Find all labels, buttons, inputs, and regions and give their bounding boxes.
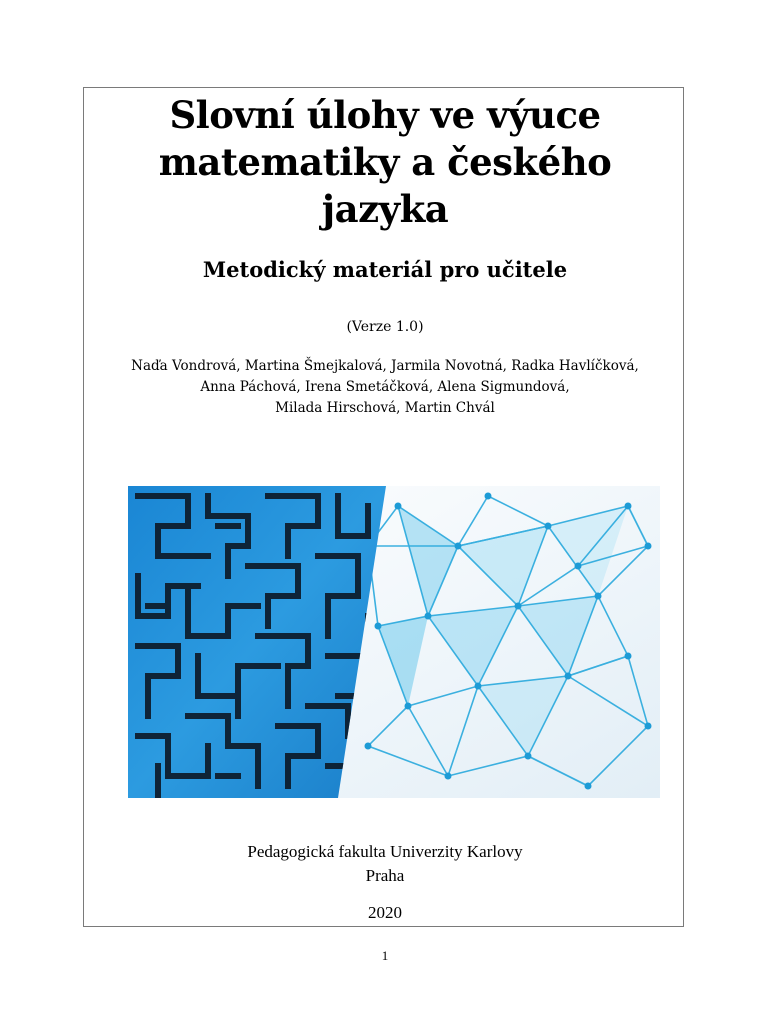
maze-and-network-image — [128, 486, 660, 798]
title-line: jazyka — [321, 187, 449, 231]
author-line: Naďa Vondrová, Martina Šmejkalová, Jarmila Novotná, Radka Havlíčková, — [131, 358, 639, 374]
author-line: Milada Hirschová, Martin Chvál — [275, 400, 495, 416]
page-number: 1 — [381, 948, 389, 963]
title-line: Slovní úlohy ve výuce — [169, 93, 601, 137]
publication-year: 2020 — [368, 903, 402, 922]
title-line: matematiky a českého — [158, 140, 612, 184]
document-title — [0, 92, 770, 233]
institution-city: Praha — [365, 866, 405, 885]
document-subtitle: Metodický materiál pro učitele — [202, 257, 568, 282]
institution-name: Pedagogická fakulta Univerzity Karlovy — [247, 842, 523, 861]
version-label: (Verze 1.0) — [346, 319, 424, 335]
institution — [0, 840, 770, 888]
author-list — [0, 356, 770, 419]
author-line: Anna Páchová, Irena Smetáčková, Alena Sigmundová, — [200, 379, 570, 395]
